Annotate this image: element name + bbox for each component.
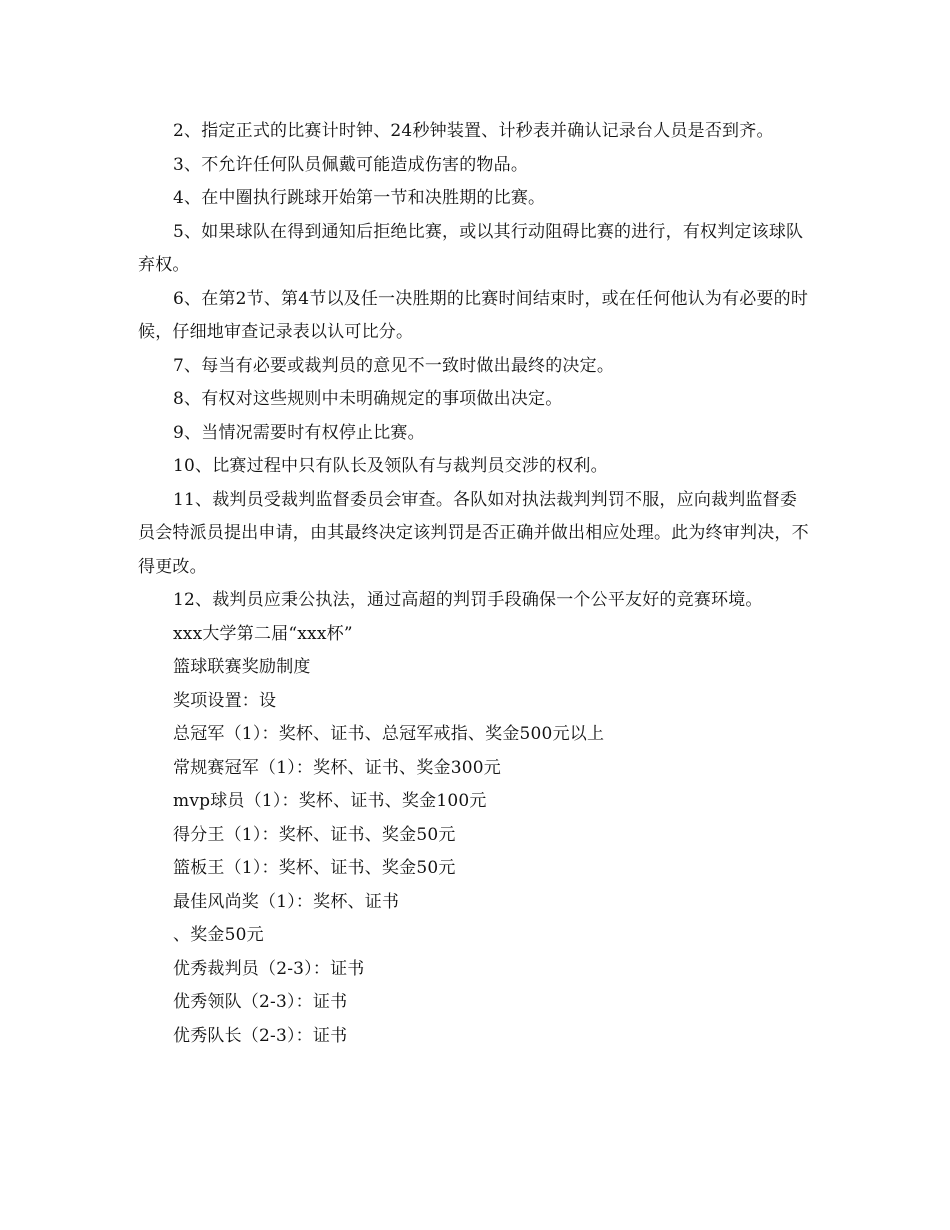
award-item: 总冠军（1）：奖杯、证书、总冠军戒指、奖金500元以上 — [173, 724, 605, 744]
award-item-continuation: 、奖金50元 — [173, 925, 264, 945]
rule-item-6: 6、在第2节、第4节以及任一决胜期的比赛时间结束时，或在任何他认为有必要的时候，仔细地审查记录表以认可比分。 — [138, 288, 809, 342]
award-item: 最佳风尚奖（1）：奖杯、证书 — [173, 891, 400, 912]
rule-item-8: 8、有权对这些规则中未明确规定的事项做出决定。 — [173, 389, 563, 409]
award-item: 优秀领队（2-3）：证书 — [173, 992, 348, 1012]
rule-item-9: 9、当情况需要时有权停止比赛。 — [173, 422, 425, 443]
document-body — [138, 115, 814, 1053]
rule-item-2: 2、指定正式的比赛计时钟、24秒钟装置、计秒表并确认记录台人员是否到齐。 — [173, 121, 774, 141]
rule-item-12: 12、裁判员应秉公执法，通过高超的判罚手段确保一个公平友好的竞赛环境。 — [173, 590, 763, 610]
section-title-line-2: 篮球联赛奖励制度 — [173, 657, 311, 677]
award-item: 常规赛冠军（1）：奖杯、证书、奖金300元 — [173, 757, 501, 778]
rule-item-11: 11、裁判员受裁判监督委员会审查。各队如对执法裁判判罚不服，应向裁判监督委员会特派员提出申请，由其最终决定该判罚是否正确并做出相应处理。此为终审判决，不得更改。 — [138, 489, 809, 577]
award-item: 优秀队长（2-3）：证书 — [173, 1025, 348, 1046]
rule-item-7: 7、每当有必要或裁判员的意见不一致时做出最终的决定。 — [173, 355, 615, 376]
award-item: 优秀裁判员（2-3）：证书 — [173, 958, 365, 979]
rule-item-10: 10、比赛过程中只有队长及领队有与裁判员交涉的权利。 — [173, 456, 608, 476]
section-title-line-1: xxx大学第二届“xxx杯” — [173, 623, 353, 644]
awards-setup-label: 奖项设置：设 — [173, 690, 277, 711]
rule-item-5: 5、如果球队在得到通知后拒绝比赛，或以其行动阻碍比赛的进行，有权判定该球队弃权。 — [138, 221, 804, 275]
rule-item-3: 3、不允许任何队员佩戴可能造成伤害的物品。 — [173, 154, 529, 175]
award-item: 得分王（1）：奖杯、证书、奖金50元 — [173, 824, 456, 845]
award-item: 篮板王（1）：奖杯、证书、奖金50元 — [173, 858, 456, 878]
award-item: mvp球员（1）：奖杯、证书、奖金100元 — [173, 791, 487, 811]
rule-item-4: 4、在中圈执行跳球开始第一节和决胜期的比赛。 — [173, 188, 546, 208]
